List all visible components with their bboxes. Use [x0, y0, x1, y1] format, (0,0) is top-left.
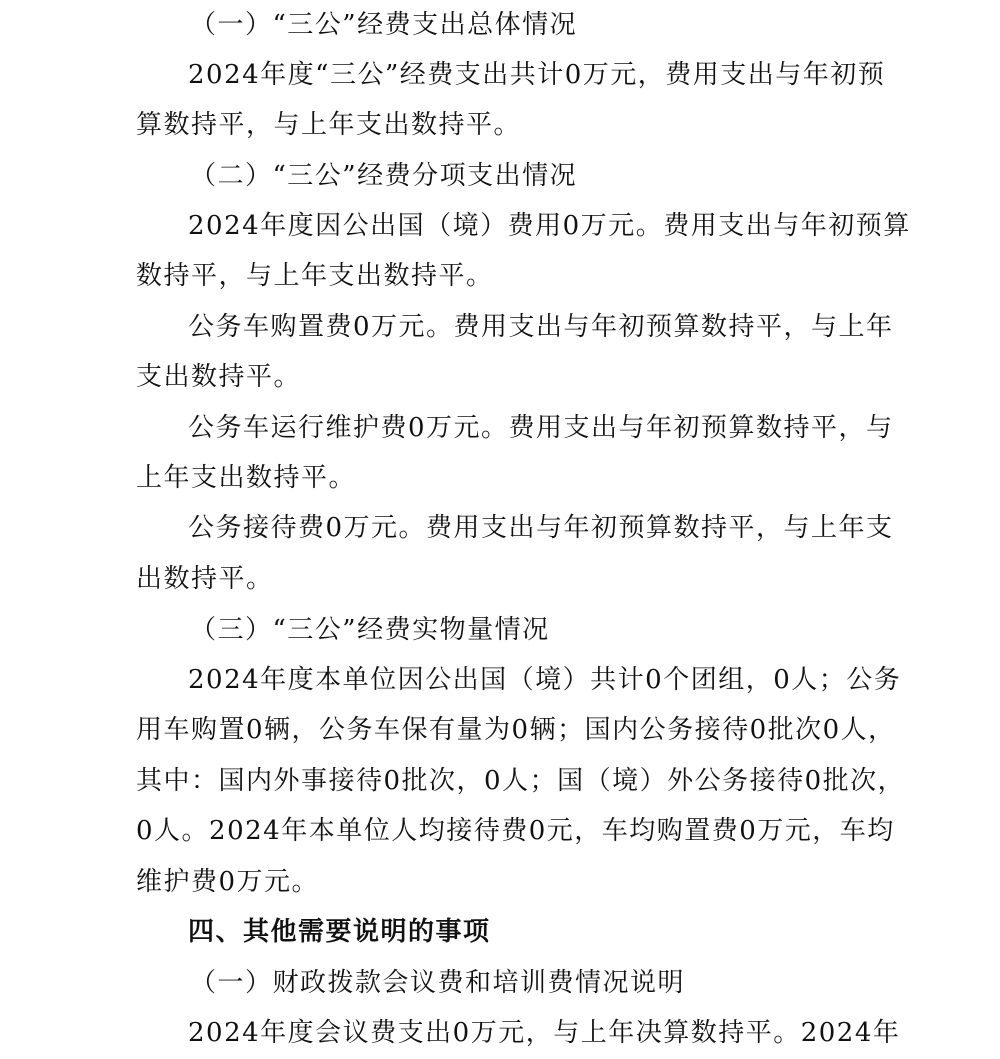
paragraph-line: 公务接待费0万元。费用支出与年初预算数持平，与上年支	[188, 513, 894, 543]
paragraph-line: 算数持平，与上年支出数持平。	[136, 110, 522, 140]
paragraph-line: 上年支出数持平。	[136, 463, 357, 493]
paragraph-line: 2024年度会议费支出0万元，与上年决算数持平。2024年	[188, 1018, 901, 1048]
paragraph-line: 其中：国内外事接待0批次，0人；国（境）外公务接待0批次，	[136, 766, 906, 796]
paragraph-line: 用车购置0辆，公务车保有量为0辆；国内公务接待0批次0人，	[136, 715, 896, 745]
section-heading: 四、其他需要说明的事项	[188, 917, 491, 947]
paragraph-line: 数持平，与上年支出数持平。	[136, 261, 494, 291]
paragraph-line: 公务车购置费0万元。费用支出与年初预算数持平，与上年	[188, 312, 894, 342]
subheading-2: （二）“三公”经费分项支出情况	[190, 161, 578, 191]
paragraph-line: 2024年度本单位因公出国（境）共计0个团组，0人；公务	[188, 665, 902, 695]
paragraph-line: 出数持平。	[136, 564, 274, 594]
paragraph-line: 支出数持平。	[136, 362, 302, 392]
paragraph-line: 公务车运行维护费0万元。费用支出与年初预算数持平，与	[188, 413, 894, 443]
subheading-4: （一）财政拨款会议费和培训费情况说明	[190, 968, 686, 998]
paragraph-line: 维护费0万元。	[136, 867, 320, 897]
paragraph-line: 2024年度因公出国（境）费用0万元。费用支出与年初预算	[188, 211, 911, 241]
paragraph-line: 0人。2024年本单位人均接待费0元，车均购置费0万元，车均	[136, 816, 895, 846]
subheading-3: （三）“三公”经费实物量情况	[190, 615, 550, 645]
subheading-1: （一）“三公”经费支出总体情况	[190, 10, 578, 40]
paragraph-line: 2024年度“三公”经费支出共计0万元，费用支出与年初预	[188, 60, 886, 90]
